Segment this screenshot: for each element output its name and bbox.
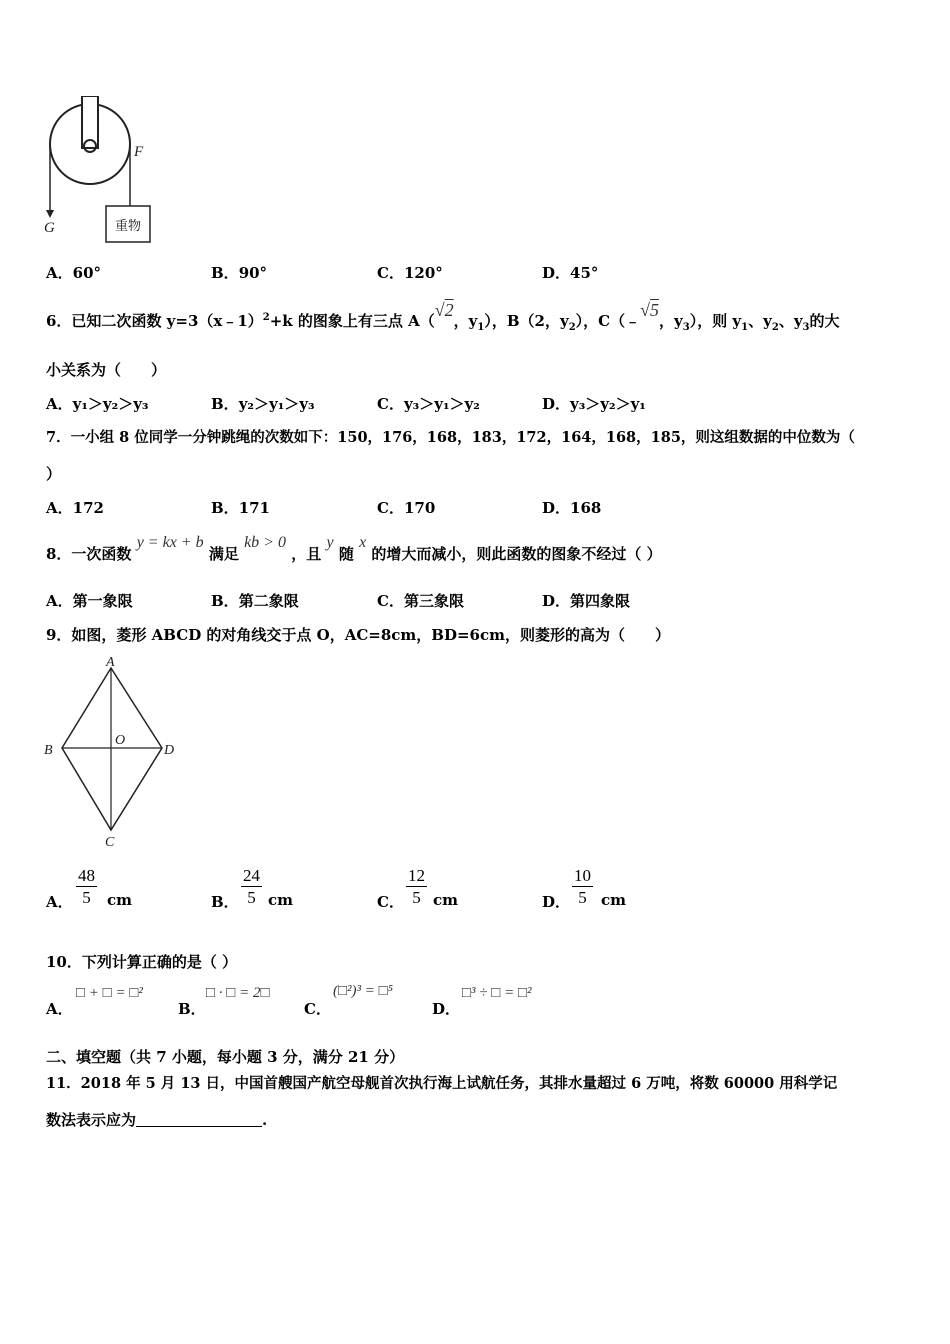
q10-option-d-expr: □³ ÷ □ = □² [462,985,532,1001]
q10-option-a-letter[interactable]: A． [46,1000,73,1018]
q9-stem: 9．如图，菱形 ABCD 的对角线交于点 O，AC=8cm，BD=6cm，则菱形的高为（ ） [46,626,670,644]
q6-stem-line1: 6．已知二次函数 y=3（x﹣1）$^2$+k 的图象上有三点 A（√2，$y_1$），B（2，$y_2$），C（﹣√5，$y_3$），则 $y_1$、$y_2$、$y_3$的大 [46,300,840,333]
q9-option-d-letter[interactable]: D． [542,893,571,911]
q7-option-b[interactable]: B．171 [211,499,270,517]
q6-option-c[interactable]: C．y₃＞y₁＞y₂ [377,395,480,413]
q8-option-b[interactable]: B．第二象限 [211,592,299,610]
q10-option-c-expr: (□²)³ = □⁵ [333,983,393,999]
label-b: B [44,743,53,758]
q9-option-a-letter[interactable]: A． [46,893,73,911]
q7-option-d[interactable]: D．168 [542,499,602,517]
q9-option-d-unit: cm [601,891,627,909]
arrow-g [46,210,54,218]
section-2-title: 二、填空题（共 7 小题，每小题 3 分，满分 21 分） [46,1048,405,1066]
q8-expr-kb: kb > 0 [244,534,286,551]
q5-option-a[interactable]: A．60° [46,264,102,282]
label-g: G [44,220,55,236]
q6-stem-line2: 小关系为（ ） [46,361,167,379]
q9-option-a-unit: cm [107,891,133,909]
q8-var-y: y [326,534,334,551]
q5-option-c[interactable]: C．120° [377,264,443,282]
q6-option-a[interactable]: A．y₁＞y₂＞y₃ [46,395,149,413]
q7-stem-line1: 7．一小组 8 位同学一分钟跳绳的次数如下：150，176，168，183，172，164，168，185，则这组数据的中位数为（ [46,429,855,446]
q10-option-a-expr: □ + □ = □² [76,985,143,1001]
q10-option-b-letter[interactable]: B． [178,1000,206,1018]
rhombus-outline [62,668,162,830]
q9-option-b-letter[interactable]: B． [211,893,239,911]
label-d: D [164,743,175,758]
q11-answer-blank[interactable] [136,1112,262,1127]
q5-option-b[interactable]: B．90° [211,264,268,282]
q9-option-c-unit: cm [433,891,459,909]
q9-option-a-fraction: $\frac{48}{5}$ [78,866,95,907]
label-c: C [105,835,115,850]
q9-option-c-letter[interactable]: C． [377,893,404,911]
label-f: F [134,144,144,160]
q11-stem-line1: 11．2018 年 5 月 13 日，中国首艘国产航空母舰首次执行海上试航任务，其排水量超过 6 万吨，将数 60000 用科学记 [46,1075,838,1092]
q9-option-b-unit: cm [268,891,294,909]
q8-option-d[interactable]: D．第四象限 [542,592,631,610]
q8-option-a[interactable]: A．第一象限 [46,592,133,610]
q8-stem: 8．一次函数 y = kx + b 满足 kb > 0 ，且 y 随 x 的增大而减小，则此函数的图象不经过（ ） [46,534,662,563]
q8-var-x: x [359,534,367,551]
q5-option-d[interactable]: D．45° [542,264,599,282]
weight-label: 重物 [114,219,142,234]
q10-option-b-expr: □ · □ = 2□ [206,985,270,1001]
q11-stem-line2: 数法表示应为 . [46,1111,268,1129]
q10-stem: 10．下列计算正确的是（ ） [46,953,238,971]
q6-option-d[interactable]: D．y₃＞y₂＞y₁ [542,395,646,413]
q7-option-c[interactable]: C．170 [377,499,436,517]
label-o: O [115,733,126,748]
q8-option-c[interactable]: C．第三象限 [377,592,464,610]
q9-option-b-fraction: $\frac{24}{5}$ [243,866,260,907]
q9-option-d-fraction: $\frac{10}{5}$ [574,866,591,907]
q7-stem-line2: ） [46,465,62,483]
label-a: A [106,655,115,670]
pulley-figure [38,96,158,251]
q10-option-c-letter[interactable]: C． [304,1000,331,1018]
q6-option-b[interactable]: B．y₂＞y₁＞y₃ [211,395,315,413]
rhombus-figure [40,654,190,850]
q8-expr-linear: y = kx + b [136,534,204,551]
q10-option-d-letter[interactable]: D． [432,1000,461,1018]
q9-option-c-fraction: $\frac{12}{5}$ [408,866,425,907]
q7-option-a[interactable]: A．172 [46,499,104,517]
